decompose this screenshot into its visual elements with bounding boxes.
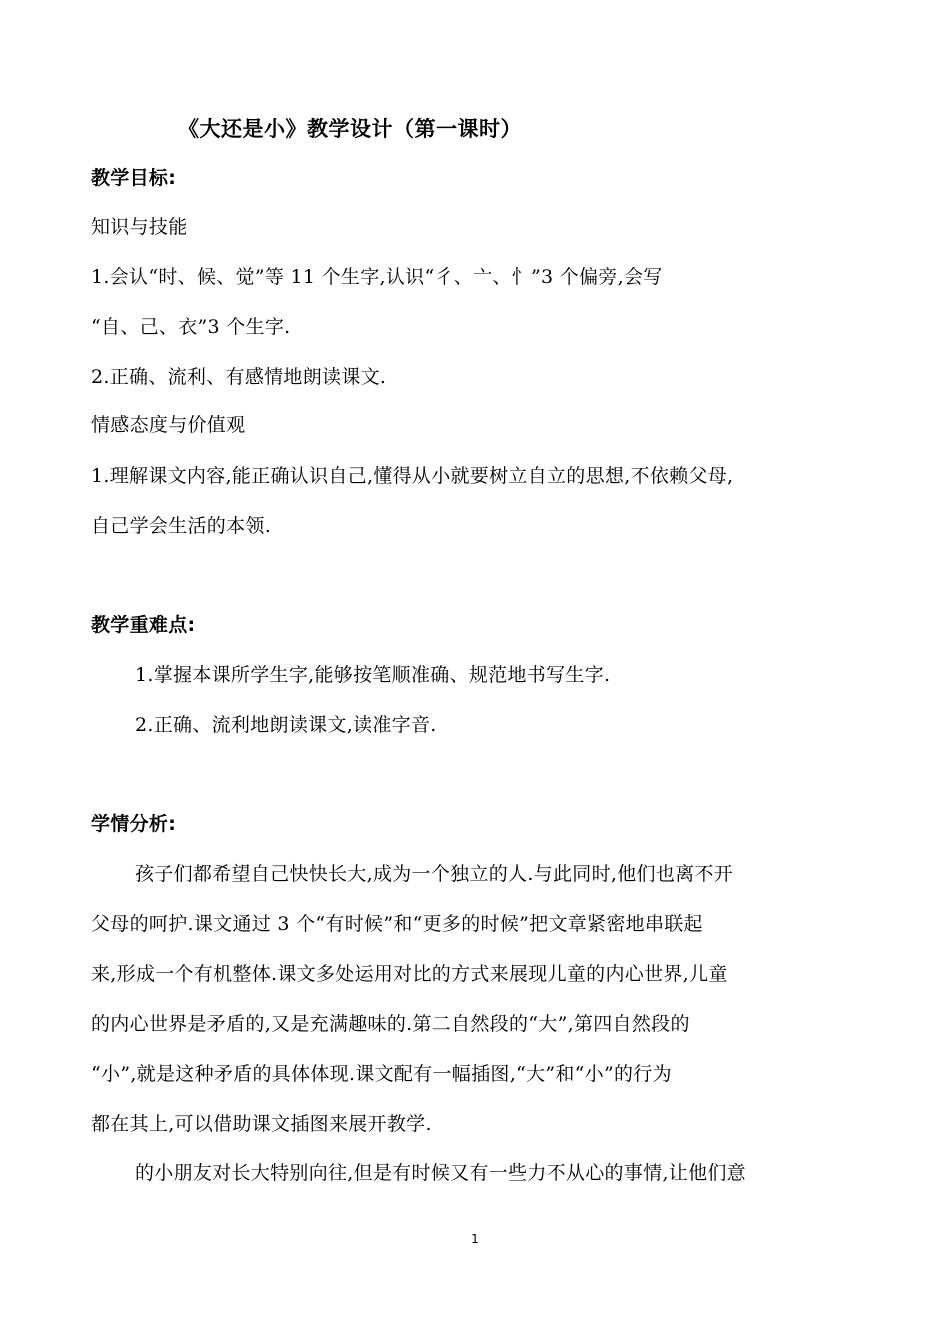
emotion-heading: 情感态度与价值观 xyxy=(91,414,246,436)
page-number: 1 xyxy=(471,1232,479,1246)
knowledge-line-1: 1.会认“时、候、觉”等 11 个生字,认识“彳、亠、忄”3 个偏旁,会写 xyxy=(91,266,663,288)
analysis-p1-line-4: 的内心世界是矛盾的,又是充满趣味的.第二自然段的“大”,第四自然段的 xyxy=(91,1013,690,1035)
document-title: 《大还是小》教学设计（第一课时） xyxy=(178,117,522,141)
emotion-line-2: 自己学会生活的本领. xyxy=(91,515,272,537)
key-point-item-1: 1.掌握本课所学生字,能够按笔顺准确、规范地书写生字. xyxy=(135,664,611,686)
analysis-p1-line-2: 父母的呵护.课文通过 3 个“有时候”和“更多的时候”把文章紧密地串联起 xyxy=(91,913,703,935)
analysis-p2-line-1: 的小朋友对长大特别向往,但是有时候又有一些力不从心的事情,让他们意 xyxy=(135,1162,746,1184)
knowledge-skills-heading: 知识与技能 xyxy=(91,216,188,238)
knowledge-line-3: 2.正确、流利、有感情地朗读课文. xyxy=(91,366,387,388)
analysis-p1-line-5: “小”,就是这种矛盾的具体体现.课文配有一幅插图,“大”和“小”的行为 xyxy=(91,1063,672,1085)
knowledge-line-2: “自、己、衣”3 个生字. xyxy=(91,316,291,338)
key-points-heading: 教学重难点: xyxy=(91,614,196,636)
key-point-item-2: 2.正确、流利地朗读课文,读准字音. xyxy=(135,714,437,736)
objectives-heading: 教学目标: xyxy=(91,167,177,189)
analysis-p1-line-3: 来,形成一个有机整体.课文多处运用对比的方式来展现儿童的内心世界,儿童 xyxy=(91,963,728,985)
analysis-p1-line-6: 都在其上,可以借助课文插图来展开教学. xyxy=(91,1113,432,1135)
analysis-heading: 学情分析: xyxy=(91,813,177,835)
emotion-line-1: 1.理解课文内容,能正确认识自己,懂得从小就要树立自立的思想,不依赖父母, xyxy=(91,465,734,487)
analysis-p1-line-1: 孩子们都希望自己快快长大,成为一个独立的人.与此同时,他们也离不开 xyxy=(135,863,734,885)
